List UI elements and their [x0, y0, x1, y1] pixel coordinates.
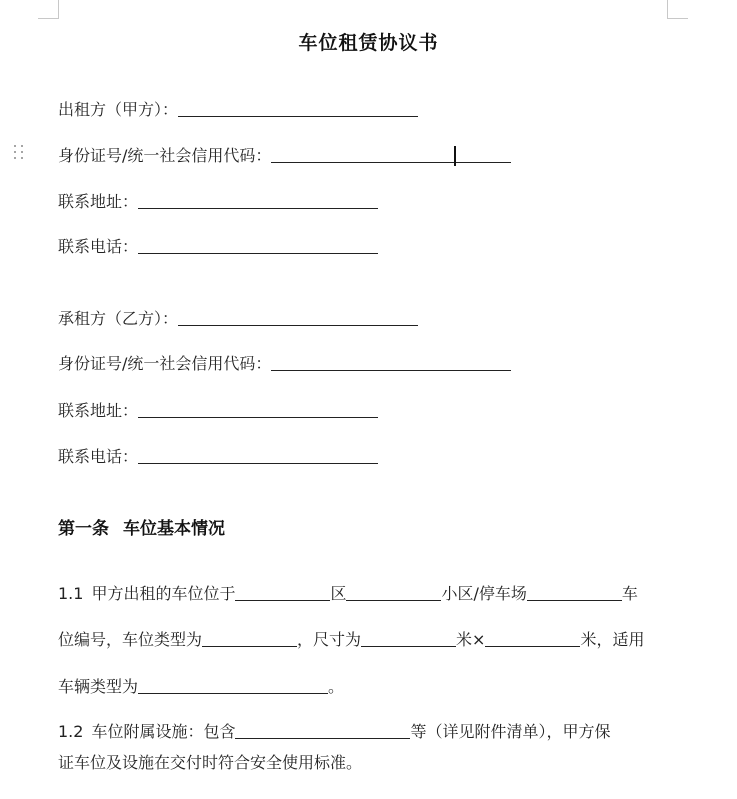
party-b-address-field[interactable]	[138, 401, 378, 418]
clause-1-1-line3-a: 车辆类型为	[58, 677, 139, 696]
page-corner-marker-left	[38, 0, 59, 19]
party-a-name-field[interactable]	[178, 100, 418, 117]
clause-1-1-line2-a: 位编号，车位类型为	[58, 630, 203, 649]
article-1-heading-number: 第一条	[58, 519, 109, 539]
page-corner-marker-right	[667, 0, 688, 19]
party-a-id-field[interactable]	[271, 146, 511, 163]
party-b-name-label: 承租方（乙方）：	[58, 309, 179, 328]
party-a-id-label: 身份证号/统一社会信用代码：	[58, 146, 272, 165]
clause-1-1-line2-d: 米，适用	[580, 630, 645, 649]
party-a-phone-row	[58, 235, 378, 257]
clause-1-1-number: 1.1	[58, 584, 84, 603]
clause-1-2-line-1	[58, 720, 610, 742]
clause-1-1-line2-b: ，尺寸为	[297, 630, 362, 649]
party-a-address-label: 联系地址：	[58, 192, 139, 211]
paragraph-drag-handle-icon[interactable]	[13, 144, 25, 162]
clause-1-1-text-b: 区	[330, 584, 347, 603]
party-b-name-row	[58, 307, 418, 329]
article-1-heading	[58, 514, 225, 539]
party-b-address-row	[58, 399, 378, 421]
party-b-phone-field[interactable]	[138, 447, 378, 464]
facilities-field[interactable]	[235, 722, 410, 739]
vehicle-type-field[interactable]	[138, 677, 328, 694]
party-a-name-row	[58, 98, 418, 120]
clause-1-2-line-2	[58, 753, 362, 773]
space-type-field[interactable]	[202, 630, 297, 647]
party-a-address-row	[58, 190, 378, 212]
party-b-id-field[interactable]	[271, 354, 511, 371]
text-cursor	[454, 146, 456, 166]
party-b-id-row	[58, 352, 511, 374]
party-b-name-field[interactable]	[178, 309, 418, 326]
parking-lot-field[interactable]	[527, 584, 622, 601]
clause-1-1-line3-b: 。	[328, 677, 345, 696]
party-a-address-field[interactable]	[138, 192, 378, 209]
document-title: 车位租赁协议书	[298, 32, 439, 54]
community-field[interactable]	[346, 584, 441, 601]
clause-1-2-line2: 证车位及设施在交付时符合安全使用标准。	[58, 753, 363, 772]
width-field[interactable]	[485, 630, 580, 647]
clause-1-1-text-d: 车	[621, 584, 638, 603]
clause-1-1-line-1	[58, 582, 638, 604]
clause-1-2-text-a: 车位附属设施：包含	[91, 722, 236, 741]
party-b-phone-row	[58, 445, 378, 467]
party-b-id-label: 身份证号/统一社会信用代码：	[58, 354, 272, 373]
length-field[interactable]	[361, 630, 456, 647]
party-a-name-label: 出租方（甲方）：	[58, 100, 179, 119]
party-a-phone-field[interactable]	[138, 237, 378, 254]
clause-1-1-line2-c: 米×	[456, 630, 486, 649]
district-field[interactable]	[235, 584, 330, 601]
clause-1-1-line-3	[58, 675, 344, 697]
party-a-id-row	[58, 144, 511, 166]
clause-1-1-text-a: 甲方出租的车位位于	[91, 584, 236, 603]
clause-1-2-number: 1.2	[58, 722, 84, 741]
party-a-phone-label: 联系电话：	[58, 237, 139, 256]
clause-1-1-line-2	[58, 628, 644, 650]
party-b-phone-label: 联系电话：	[58, 447, 139, 466]
clause-1-2-text-b: 等（详见附件清单），甲方保	[410, 722, 611, 741]
party-b-address-label: 联系地址：	[58, 401, 139, 420]
clause-1-1-text-c: 小区/停车场	[441, 584, 527, 603]
article-1-heading-text: 车位基本情况	[123, 519, 225, 539]
